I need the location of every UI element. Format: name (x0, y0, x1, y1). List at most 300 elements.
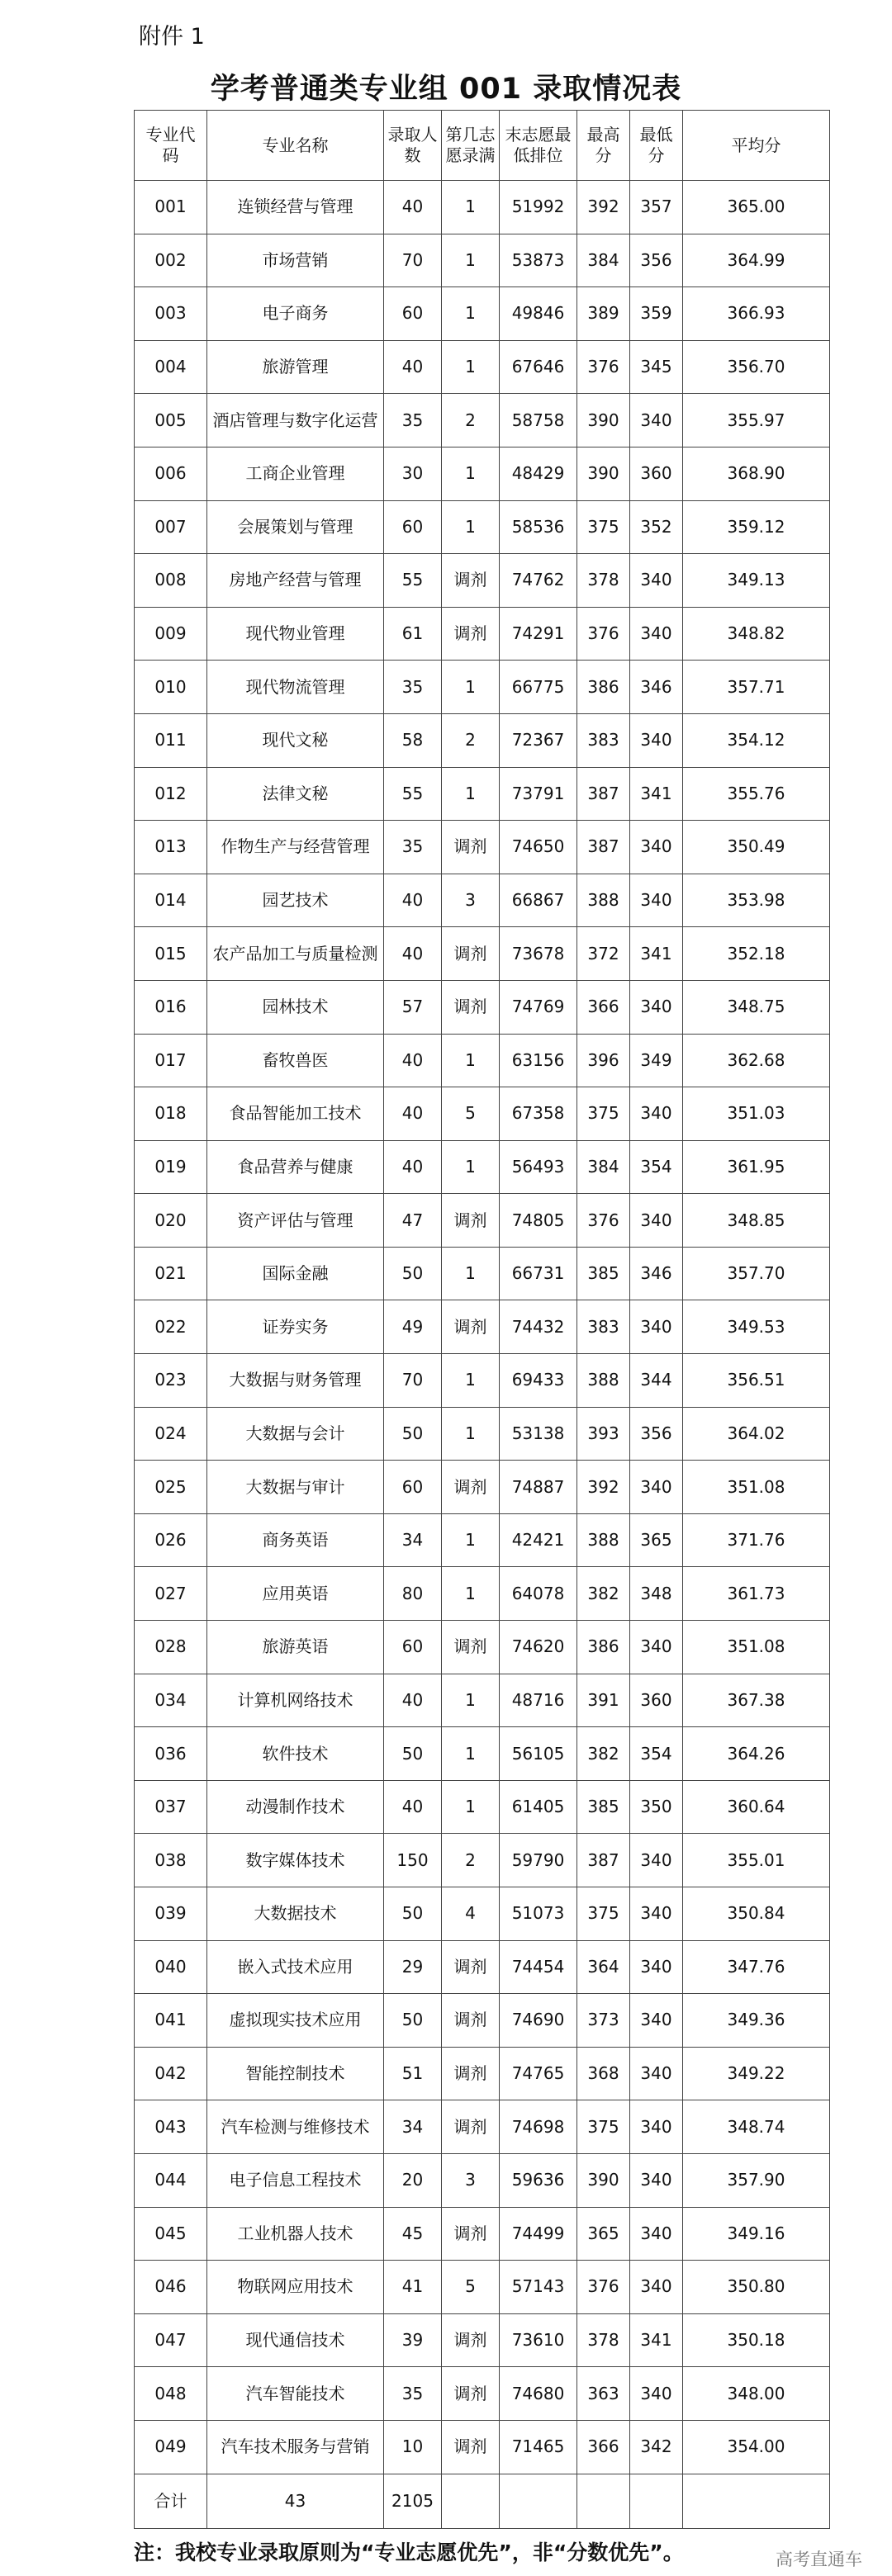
header-avg-score: 平均分 (683, 111, 830, 181)
cell-min-rank: 69433 (500, 1354, 577, 1408)
table-row (135, 1194, 830, 1248)
cell-choice-filled: 调剂 (442, 2207, 500, 2261)
cell-admitted-count: 20 (384, 2153, 442, 2207)
cell-choice-filled: 1 (442, 767, 500, 821)
cell-min-rank: 56493 (500, 1140, 577, 1194)
cell-min-score: 348 (630, 1567, 683, 1621)
cell-major-name: 农产品加工与质量检测 (207, 927, 384, 981)
cell-major-name: 作物生产与经营管理 (207, 821, 384, 874)
cell-choice-filled: 调剂 (442, 2313, 500, 2367)
cell-code: 049 (135, 2420, 207, 2474)
cell-min-score: 340 (630, 821, 683, 874)
cell-choice-filled: 1 (442, 500, 500, 554)
cell-max-score: 388 (577, 1354, 630, 1408)
cell-code: 009 (135, 607, 207, 661)
cell-avg-score: 350.80 (683, 2261, 830, 2314)
cell-min-rank: 63156 (500, 1034, 577, 1087)
cell-code: 024 (135, 1407, 207, 1461)
cell-min-rank: 53138 (500, 1407, 577, 1461)
cell-max-score: 390 (577, 447, 630, 500)
table-row (135, 554, 830, 608)
table-row (135, 1407, 830, 1461)
cell-min-score: 357 (630, 181, 683, 234)
cell-code: 023 (135, 1354, 207, 1408)
cell-admitted-count: 60 (384, 287, 442, 341)
cell-major-name: 会展策划与管理 (207, 500, 384, 554)
cell-admitted-count: 61 (384, 607, 442, 661)
cell-max-score: 389 (577, 287, 630, 341)
cell-max-score: 364 (577, 1940, 630, 1994)
header-choice-filled: 第几志愿录满 (442, 111, 500, 181)
cell-code: 041 (135, 1994, 207, 2048)
cell-choice-filled: 1 (442, 1780, 500, 1834)
cell-min-score: 349 (630, 1034, 683, 1087)
table-row (135, 447, 830, 500)
cell-code: 038 (135, 1834, 207, 1887)
cell-major-name: 大数据与会计 (207, 1407, 384, 1461)
table-row (135, 1354, 830, 1408)
cell-avg-score: 360.64 (683, 1780, 830, 1834)
cell-min-score: 340 (630, 394, 683, 447)
cell-min-score: 352 (630, 500, 683, 554)
table-row (135, 181, 830, 234)
cell-admitted-count: 51 (384, 2047, 442, 2100)
cell-choice-filled: 1 (442, 1140, 500, 1194)
cell-avg-score: 348.85 (683, 1194, 830, 1248)
cell-min-rank: 74765 (500, 2047, 577, 2100)
cell-choice-filled: 调剂 (442, 1194, 500, 1248)
cell-choice-filled: 1 (442, 1354, 500, 1408)
cell-avg-score: 365.00 (683, 181, 830, 234)
cell-major-name: 畜牧兽医 (207, 1034, 384, 1087)
cell-max-score: 365 (577, 2207, 630, 2261)
cell-major-name: 大数据技术 (207, 1887, 384, 1941)
cell-choice-filled: 调剂 (442, 2367, 500, 2421)
cell-min-rank: 51073 (500, 1887, 577, 1941)
cell-max-score: 384 (577, 234, 630, 287)
cell-admitted-count: 58 (384, 713, 442, 767)
cell-min-rank: 74499 (500, 2207, 577, 2261)
cell-min-rank: 74805 (500, 1194, 577, 1248)
cell-min-score: 340 (630, 1087, 683, 1141)
header-admitted-count: 录取人数 (384, 111, 442, 181)
total-min-rank (500, 2474, 577, 2528)
table-row (135, 2207, 830, 2261)
cell-code: 037 (135, 1780, 207, 1834)
cell-min-score: 340 (630, 1194, 683, 1248)
cell-choice-filled: 5 (442, 1087, 500, 1141)
cell-admitted-count: 41 (384, 2261, 442, 2314)
cell-admitted-count: 10 (384, 2420, 442, 2474)
cell-avg-score: 349.53 (683, 1300, 830, 1354)
table-row (135, 1034, 830, 1087)
cell-major-name: 市场营销 (207, 234, 384, 287)
cell-major-name: 现代文秘 (207, 713, 384, 767)
cell-code: 010 (135, 661, 207, 714)
cell-choice-filled: 1 (442, 340, 500, 394)
cell-max-score: 375 (577, 1887, 630, 1941)
cell-min-score: 346 (630, 1247, 683, 1300)
cell-max-score: 391 (577, 1674, 630, 1727)
total-major-name: 43 (207, 2474, 384, 2528)
cell-admitted-count: 50 (384, 1994, 442, 2048)
cell-code: 027 (135, 1567, 207, 1621)
table-row (135, 927, 830, 981)
cell-avg-score: 354.12 (683, 713, 830, 767)
cell-max-score: 375 (577, 2100, 630, 2154)
cell-major-name: 应用英语 (207, 1567, 384, 1621)
cell-major-name: 电子商务 (207, 287, 384, 341)
cell-min-score: 359 (630, 287, 683, 341)
table-row (135, 1940, 830, 1994)
cell-major-name: 工商企业管理 (207, 447, 384, 500)
cell-major-name: 酒店管理与数字化运营 (207, 394, 384, 447)
cell-avg-score: 361.95 (683, 1140, 830, 1194)
cell-avg-score: 371.76 (683, 1513, 830, 1567)
cell-major-name: 智能控制技术 (207, 2047, 384, 2100)
cell-max-score: 376 (577, 340, 630, 394)
cell-avg-score: 349.16 (683, 2207, 830, 2261)
cell-min-score: 354 (630, 1727, 683, 1781)
cell-code: 020 (135, 1194, 207, 1248)
cell-code: 034 (135, 1674, 207, 1727)
header-code: 专业代码 (135, 111, 207, 181)
cell-major-name: 物联网应用技术 (207, 2261, 384, 2314)
cell-major-name: 数字媒体技术 (207, 1834, 384, 1887)
cell-max-score: 392 (577, 1461, 630, 1514)
cell-avg-score: 364.99 (683, 234, 830, 287)
cell-avg-score: 357.71 (683, 661, 830, 714)
cell-major-name: 园林技术 (207, 980, 384, 1034)
cell-max-score: 376 (577, 1194, 630, 1248)
cell-code: 019 (135, 1140, 207, 1194)
cell-max-score: 392 (577, 181, 630, 234)
cell-avg-score: 354.00 (683, 2420, 830, 2474)
cell-choice-filled: 3 (442, 874, 500, 927)
cell-avg-score: 348.00 (683, 2367, 830, 2421)
cell-avg-score: 348.82 (683, 607, 830, 661)
cell-avg-score: 356.51 (683, 1354, 830, 1408)
cell-major-name: 现代物业管理 (207, 607, 384, 661)
total-code: 合计 (135, 2474, 207, 2528)
cell-admitted-count: 150 (384, 1834, 442, 1887)
cell-min-score: 340 (630, 980, 683, 1034)
cell-admitted-count: 50 (384, 1887, 442, 1941)
cell-choice-filled: 1 (442, 1674, 500, 1727)
cell-max-score: 385 (577, 1780, 630, 1834)
cell-admitted-count: 39 (384, 2313, 442, 2367)
cell-min-rank: 59790 (500, 1834, 577, 1887)
cell-code: 002 (135, 234, 207, 287)
table-row (135, 1621, 830, 1674)
cell-avg-score: 367.38 (683, 1674, 830, 1727)
cell-admitted-count: 35 (384, 661, 442, 714)
cell-min-rank: 67646 (500, 340, 577, 394)
cell-admitted-count: 45 (384, 2207, 442, 2261)
cell-min-rank: 74698 (500, 2100, 577, 2154)
cell-choice-filled: 调剂 (442, 2047, 500, 2100)
cell-min-rank: 42421 (500, 1513, 577, 1567)
cell-min-score: 342 (630, 2420, 683, 2474)
table-row (135, 1461, 830, 1514)
cell-avg-score: 349.22 (683, 2047, 830, 2100)
cell-min-rank: 74650 (500, 821, 577, 874)
cell-code: 004 (135, 340, 207, 394)
cell-avg-score: 347.76 (683, 1940, 830, 1994)
cell-admitted-count: 40 (384, 1034, 442, 1087)
cell-min-score: 356 (630, 1407, 683, 1461)
cell-min-score: 340 (630, 1940, 683, 1994)
cell-min-rank: 74454 (500, 1940, 577, 1994)
page-title: 学考普通类专业组 001 录取情况表 (210, 73, 682, 106)
table-row (135, 234, 830, 287)
attachment-label: 附件 1 (139, 24, 205, 50)
table-row (135, 2100, 830, 2154)
cell-choice-filled: 调剂 (442, 554, 500, 608)
cell-admitted-count: 40 (384, 181, 442, 234)
cell-avg-score: 348.75 (683, 980, 830, 1034)
cell-min-score: 356 (630, 234, 683, 287)
cell-min-score: 340 (630, 2261, 683, 2314)
table-row (135, 394, 830, 447)
table-row (135, 874, 830, 927)
cell-code: 015 (135, 927, 207, 981)
cell-admitted-count: 40 (384, 1140, 442, 1194)
cell-choice-filled: 调剂 (442, 927, 500, 981)
cell-max-score: 388 (577, 874, 630, 927)
cell-avg-score: 359.12 (683, 500, 830, 554)
cell-min-rank: 66731 (500, 1247, 577, 1300)
footnote: 注：我校专业录取原则为“专业志愿优先”，非“分数优先”。 (134, 2540, 684, 2564)
cell-avg-score: 357.90 (683, 2153, 830, 2207)
cell-max-score: 386 (577, 1621, 630, 1674)
cell-admitted-count: 34 (384, 1513, 442, 1567)
table-row (135, 767, 830, 821)
cell-choice-filled: 1 (442, 661, 500, 714)
cell-avg-score: 352.18 (683, 927, 830, 981)
cell-admitted-count: 40 (384, 874, 442, 927)
cell-choice-filled: 调剂 (442, 1994, 500, 2048)
cell-choice-filled: 1 (442, 234, 500, 287)
cell-admitted-count: 55 (384, 554, 442, 608)
cell-code: 026 (135, 1513, 207, 1567)
cell-major-name: 工业机器人技术 (207, 2207, 384, 2261)
cell-choice-filled: 调剂 (442, 980, 500, 1034)
cell-min-score: 360 (630, 447, 683, 500)
cell-max-score: 366 (577, 2420, 630, 2474)
cell-major-name: 软件技术 (207, 1727, 384, 1781)
table-row (135, 1887, 830, 1941)
cell-avg-score: 355.76 (683, 767, 830, 821)
cell-admitted-count: 80 (384, 1567, 442, 1621)
cell-avg-score: 355.97 (683, 394, 830, 447)
total-avg-score (683, 2474, 830, 2528)
cell-code: 011 (135, 713, 207, 767)
cell-max-score: 366 (577, 980, 630, 1034)
cell-avg-score: 353.98 (683, 874, 830, 927)
cell-major-name: 嵌入式技术应用 (207, 1940, 384, 1994)
cell-admitted-count: 55 (384, 767, 442, 821)
cell-min-rank: 73610 (500, 2313, 577, 2367)
cell-max-score: 376 (577, 2261, 630, 2314)
cell-choice-filled: 1 (442, 1247, 500, 1300)
cell-min-score: 360 (630, 1674, 683, 1727)
cell-choice-filled: 1 (442, 287, 500, 341)
cell-max-score: 390 (577, 2153, 630, 2207)
cell-min-rank: 57143 (500, 2261, 577, 2314)
total-max-score (577, 2474, 630, 2528)
cell-max-score: 375 (577, 500, 630, 554)
cell-admitted-count: 29 (384, 1940, 442, 1994)
cell-choice-filled: 调剂 (442, 607, 500, 661)
cell-major-name: 食品智能加工技术 (207, 1087, 384, 1141)
cell-major-name: 现代通信技术 (207, 2313, 384, 2367)
cell-max-score: 383 (577, 1300, 630, 1354)
cell-code: 007 (135, 500, 207, 554)
cell-admitted-count: 57 (384, 980, 442, 1034)
cell-code: 025 (135, 1461, 207, 1514)
cell-code: 012 (135, 767, 207, 821)
cell-major-name: 食品营养与健康 (207, 1140, 384, 1194)
cell-max-score: 378 (577, 554, 630, 608)
cell-avg-score: 364.26 (683, 1727, 830, 1781)
cell-admitted-count: 60 (384, 1621, 442, 1674)
table-row (135, 340, 830, 394)
cell-major-name: 电子信息工程技术 (207, 2153, 384, 2207)
cell-code: 008 (135, 554, 207, 608)
cell-choice-filled: 3 (442, 2153, 500, 2207)
cell-max-score: 387 (577, 821, 630, 874)
cell-min-rank: 74620 (500, 1621, 577, 1674)
table-row (135, 2047, 830, 2100)
cell-min-rank: 74690 (500, 1994, 577, 2048)
header-major-name: 专业名称 (207, 111, 384, 181)
cell-avg-score: 350.18 (683, 2313, 830, 2367)
cell-code: 048 (135, 2367, 207, 2421)
table-row (135, 1674, 830, 1727)
cell-min-score: 340 (630, 1621, 683, 1674)
cell-min-score: 340 (630, 1300, 683, 1354)
cell-code: 046 (135, 2261, 207, 2314)
cell-choice-filled: 调剂 (442, 821, 500, 874)
cell-min-score: 340 (630, 2100, 683, 2154)
cell-admitted-count: 40 (384, 340, 442, 394)
cell-min-rank: 74762 (500, 554, 577, 608)
cell-major-name: 法律文秘 (207, 767, 384, 821)
cell-max-score: 387 (577, 767, 630, 821)
cell-code: 005 (135, 394, 207, 447)
cell-avg-score: 348.74 (683, 2100, 830, 2154)
cell-admitted-count: 35 (384, 394, 442, 447)
cell-choice-filled: 1 (442, 447, 500, 500)
cell-avg-score: 349.36 (683, 1994, 830, 2048)
cell-major-name: 园艺技术 (207, 874, 384, 927)
cell-code: 043 (135, 2100, 207, 2154)
cell-max-score: 390 (577, 394, 630, 447)
table-row (135, 1994, 830, 2048)
cell-min-score: 350 (630, 1780, 683, 1834)
cell-min-rank: 74432 (500, 1300, 577, 1354)
cell-min-rank: 48716 (500, 1674, 577, 1727)
cell-min-rank: 64078 (500, 1567, 577, 1621)
header-min-score: 最低分 (630, 111, 683, 181)
cell-min-score: 340 (630, 2207, 683, 2261)
cell-min-rank: 74769 (500, 980, 577, 1034)
cell-avg-score: 350.49 (683, 821, 830, 874)
cell-min-score: 340 (630, 874, 683, 927)
cell-code: 021 (135, 1247, 207, 1300)
cell-avg-score: 351.03 (683, 1087, 830, 1141)
table-row (135, 1513, 830, 1567)
cell-min-score: 340 (630, 554, 683, 608)
cell-max-score: 376 (577, 607, 630, 661)
cell-major-name: 汽车技术服务与营销 (207, 2420, 384, 2474)
table-row (135, 2420, 830, 2474)
cell-major-name: 汽车检测与维修技术 (207, 2100, 384, 2154)
cell-avg-score: 366.93 (683, 287, 830, 341)
table-row (135, 287, 830, 341)
cell-min-rank: 74680 (500, 2367, 577, 2421)
cell-admitted-count: 35 (384, 821, 442, 874)
cell-min-score: 340 (630, 1461, 683, 1514)
cell-code: 042 (135, 2047, 207, 2100)
cell-avg-score: 368.90 (683, 447, 830, 500)
cell-min-score: 341 (630, 767, 683, 821)
cell-min-score: 345 (630, 340, 683, 394)
cell-min-score: 346 (630, 661, 683, 714)
cell-admitted-count: 30 (384, 447, 442, 500)
cell-min-rank: 56105 (500, 1727, 577, 1781)
cell-choice-filled: 调剂 (442, 1621, 500, 1674)
cell-code: 006 (135, 447, 207, 500)
total-admitted-count: 2105 (384, 2474, 442, 2528)
cell-min-score: 365 (630, 1513, 683, 1567)
cell-code: 028 (135, 1621, 207, 1674)
cell-max-score: 388 (577, 1513, 630, 1567)
cell-min-score: 354 (630, 1140, 683, 1194)
cell-major-name: 商务英语 (207, 1513, 384, 1567)
cell-choice-filled: 4 (442, 1887, 500, 1941)
cell-max-score: 385 (577, 1247, 630, 1300)
cell-choice-filled: 2 (442, 394, 500, 447)
cell-major-name: 房地产经营与管理 (207, 554, 384, 608)
cell-max-score: 386 (577, 661, 630, 714)
cell-avg-score: 355.01 (683, 1834, 830, 1887)
table-row (135, 500, 830, 554)
cell-min-rank: 67358 (500, 1087, 577, 1141)
cell-avg-score: 357.70 (683, 1247, 830, 1300)
cell-max-score: 375 (577, 1087, 630, 1141)
cell-avg-score: 356.70 (683, 340, 830, 394)
cell-major-name: 旅游英语 (207, 1621, 384, 1674)
cell-min-rank: 48429 (500, 447, 577, 500)
table-row (135, 1300, 830, 1354)
cell-major-name: 计算机网络技术 (207, 1674, 384, 1727)
table-header-row (135, 111, 830, 181)
cell-choice-filled: 调剂 (442, 1461, 500, 1514)
watermark: 高考直通车 (776, 2550, 862, 2569)
cell-max-score: 373 (577, 1994, 630, 2048)
cell-max-score: 368 (577, 2047, 630, 2100)
cell-min-rank: 73678 (500, 927, 577, 981)
cell-choice-filled: 调剂 (442, 1940, 500, 1994)
cell-code: 040 (135, 1940, 207, 1994)
cell-choice-filled: 1 (442, 1727, 500, 1781)
cell-choice-filled: 2 (442, 1834, 500, 1887)
table-row (135, 1247, 830, 1300)
cell-min-rank: 59636 (500, 2153, 577, 2207)
cell-min-rank: 74291 (500, 607, 577, 661)
